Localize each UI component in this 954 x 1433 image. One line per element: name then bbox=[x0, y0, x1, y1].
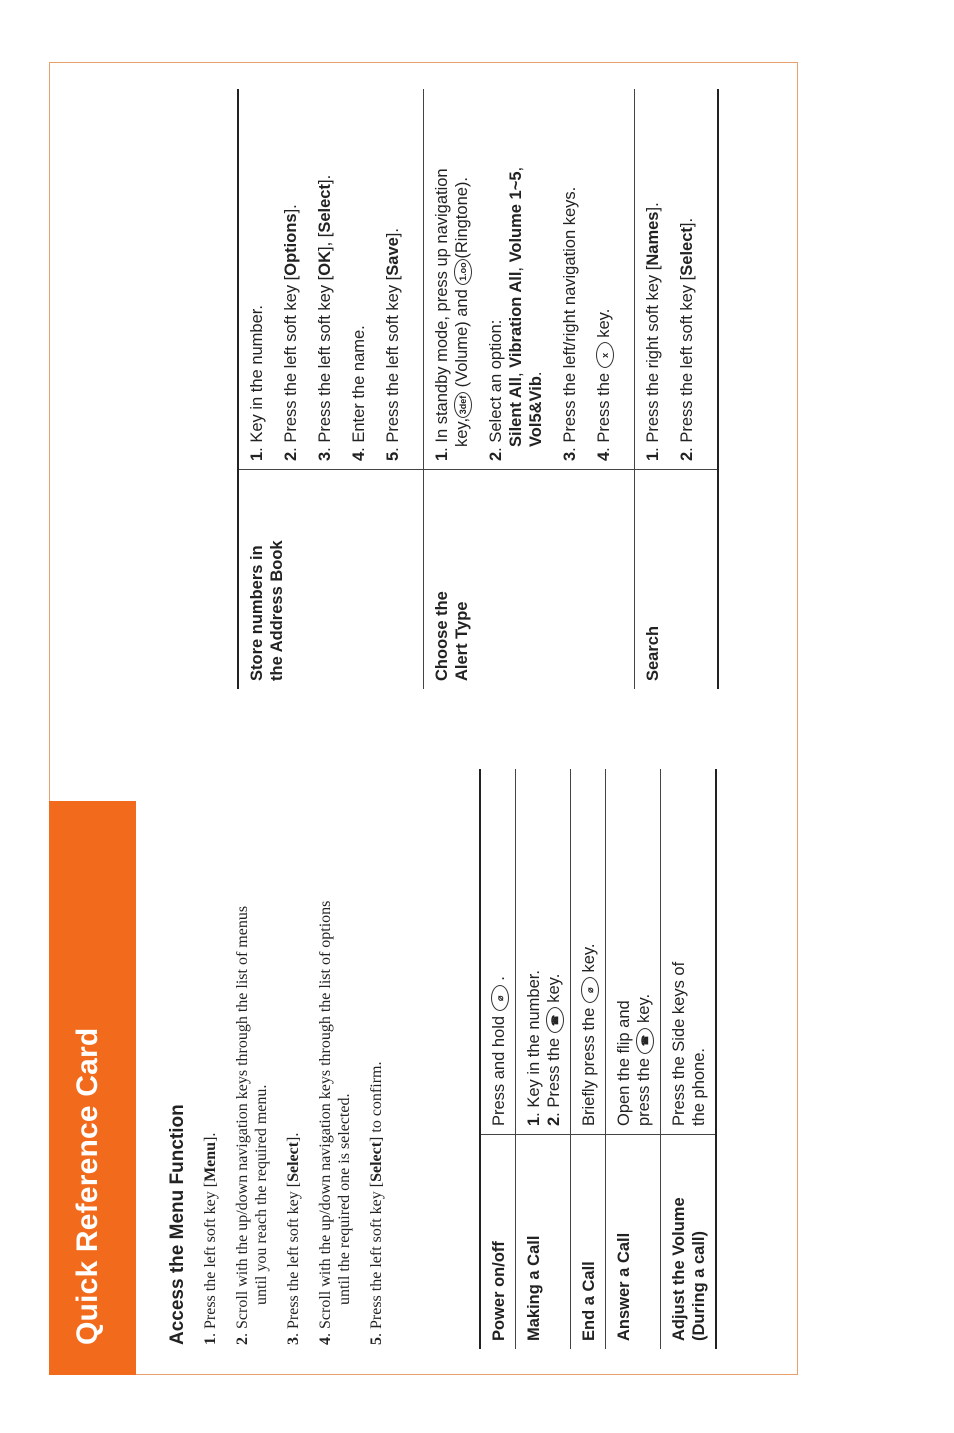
send-key-icon: ☎ bbox=[546, 1007, 564, 1033]
quick-table-basic bbox=[479, 769, 717, 1349]
send-key-icon: ☎ bbox=[636, 1028, 654, 1054]
rotated-card bbox=[49, 62, 798, 1375]
ringtone-key-icon: 1.oo bbox=[454, 259, 472, 285]
title-banner bbox=[49, 801, 136, 1375]
end-key-icon: ⌀ bbox=[581, 977, 599, 1003]
table-row: Choose the Alert Type 1. In standby mode, press up navigation key,3def (Volume) and 1.oo(Ringtone). 2. Select an option: Silent All, Vibration All, Volume 1~5, Vol5&Vib. 3. Press the left/right navigation keys. 4. Press the x key. bbox=[424, 89, 635, 689]
menu-steps bbox=[201, 785, 386, 1345]
list-item: 2. Scroll with the up/down navigation keys through the list of menus until you reach the required menu. bbox=[234, 905, 270, 1345]
table-row: Search 1. Press the right soft key [Names]. 2. Press the left soft key [Select]. bbox=[635, 89, 719, 689]
list-item: 3. Press the left soft key [Select]. bbox=[285, 1132, 302, 1345]
list-item: 1. Press the left soft key [Menu]. bbox=[202, 1132, 219, 1345]
table-row: Making a Call 1. Key in the number. 2. Press the ☎ key. bbox=[516, 769, 571, 1349]
quick-table-advanced bbox=[237, 89, 719, 689]
list-item: 4. Scroll with the up/down navigation keys through the list of options until the required one is selected. bbox=[317, 900, 353, 1345]
list-item: 5. Press the left soft key [Select] to confirm. bbox=[368, 1061, 385, 1345]
table-row: Adjust the Volume (During a call) Press the Side keys of the phone. bbox=[661, 769, 717, 1349]
table-row: Answer a Call Open the flip and press the ☎ key. bbox=[606, 769, 661, 1349]
page-title: Quick Reference Card bbox=[71, 1027, 104, 1345]
table-row: Store numbers in the Address Book 1. Key in the number. 2. Press the left soft key [Options]. 3. Press the left soft key [OK], [Select]. 4. Enter the name. 5. Press the left soft key [Save]. bbox=[238, 89, 424, 689]
clear-key-icon: x bbox=[596, 342, 614, 368]
end-power-key-icon: ⌀ bbox=[491, 985, 509, 1011]
menu-heading: Access the Menu Function bbox=[167, 1104, 188, 1345]
menu-function-section bbox=[167, 785, 399, 1345]
table-row: Power on/off Press and hold ⌀ . bbox=[480, 769, 516, 1349]
table-row: End a Call Briefly press the ⌀ key. bbox=[571, 769, 606, 1349]
volume-key-icon: 3def bbox=[454, 392, 472, 418]
